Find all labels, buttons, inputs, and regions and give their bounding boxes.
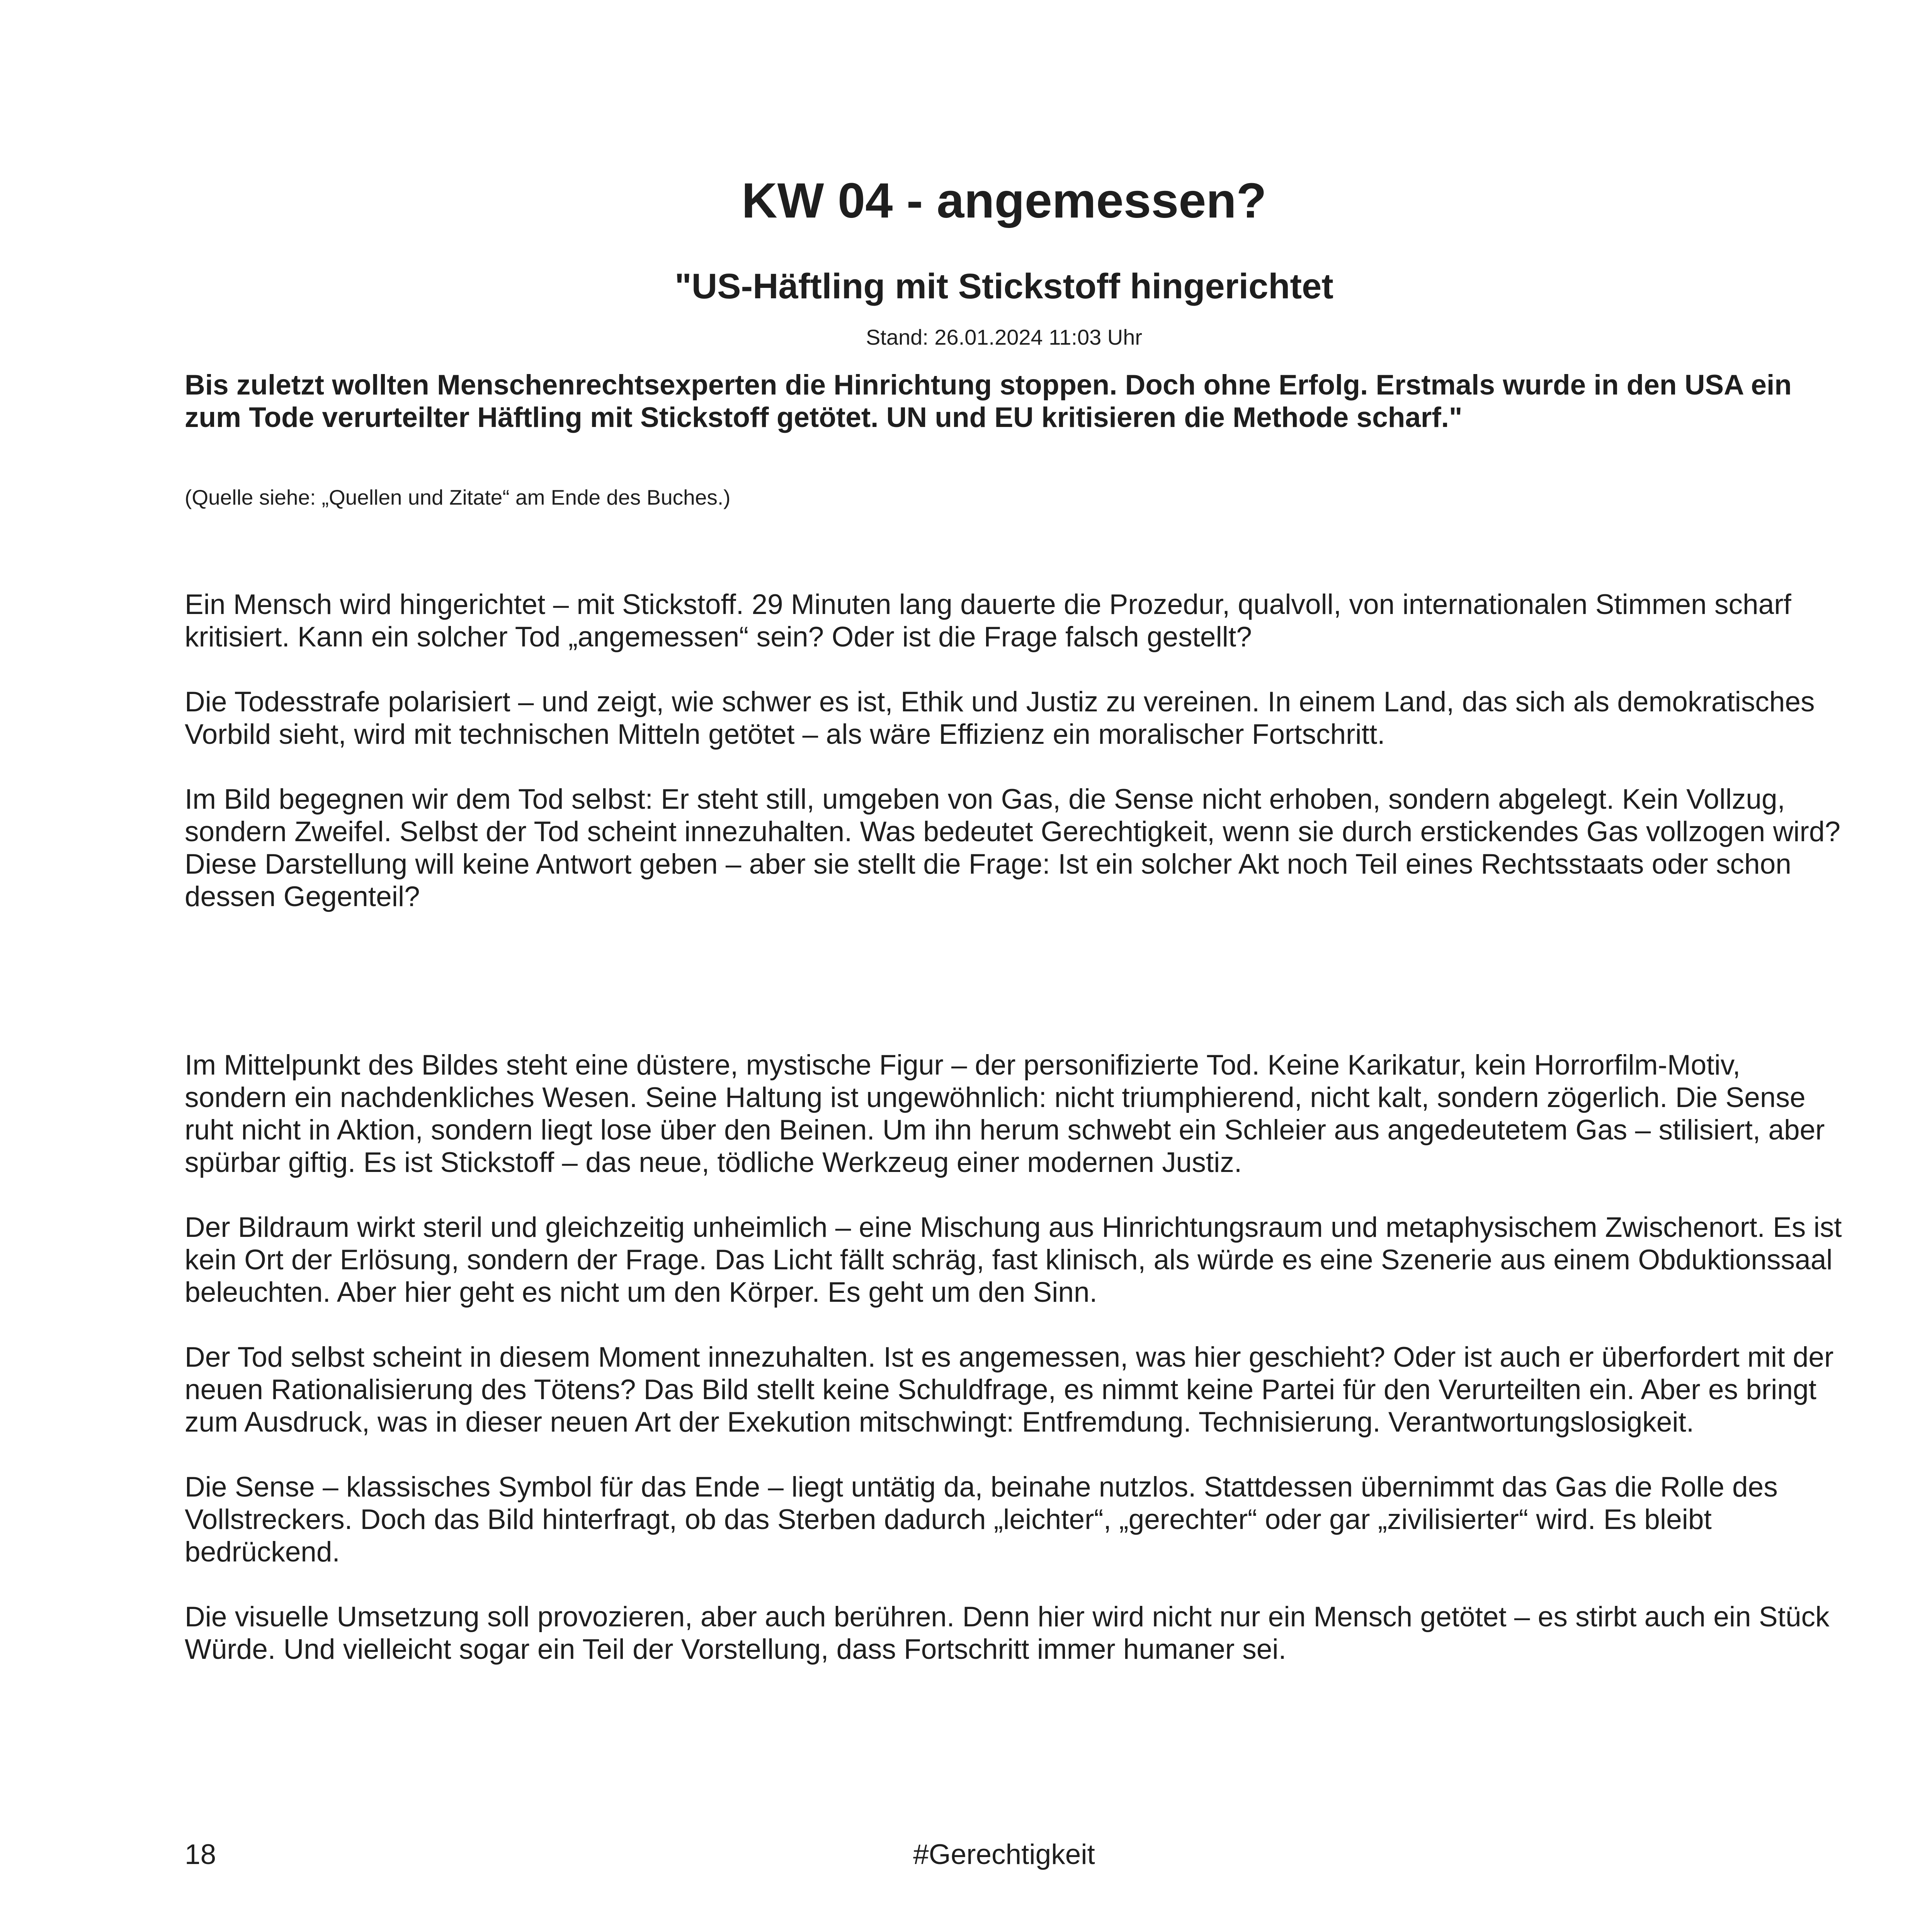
page-number: 18 <box>185 1839 216 1870</box>
paragraph: Im Bild begegnen wir dem Tod selbst: Er steht still, umgeben von Gas, die Sense nicht erhoben, sondern abgelegt. Kein Vollzug, sondern Zweifel. Selbst der Tod scheint innezuhalten. Was bedeutet Gerechtigkeit, wenn sie durch erstickendes Gas vollzogen wird? Diese Darstellung will keine Antwort geben – aber sie stellt die Frage: Ist ein solcher Akt noch Teil eines Rechtsstaats oder schon dessen Gegenteil? <box>185 784 1841 912</box>
article-date: Stand: 26.01.2024 11:03 Uhr <box>866 325 1143 349</box>
paragraph: Im Mittelpunkt des Bildes steht eine düstere, mystische Figur – der personifizierte Tod. Keine Karikatur, kein Horrorfilm-Motiv, sondern ein nachdenkliches Wesen. Seine Haltung ist ungewöhnlich: nicht triumphierend, nicht kalt, sondern zögerlich. Die Sense ruht nicht in Aktion, sondern liegt lose über den Beinen. Um ihn herum schwebt ein Schleier aus angedeutetem Gas – stilisiert, aber spürbar giftig. Es ist Stickstoff – das neue, tödliche Werkzeug einer modernen Justiz. <box>185 1049 1825 1178</box>
page-title: KW 04 - angemessen? <box>742 173 1267 228</box>
article-lead: Bis zuletzt wollten Menschenrechtsexperten die Hinrichtung stoppen. Doch ohne Erfolg. Erstmals wurde in den USA ein zum Tode verurteilter Häftling mit Stickstoff getötet. UN und EU kritisieren die Methode scharf." <box>185 369 1792 433</box>
paragraph: Die Sense – klassisches Symbol für das Ende – liegt untätig da, beinahe nutzlos. Stattdessen übernimmt das Gas die Rolle des Vollstreckers. Doch das Bild hinterfragt, ob das Sterben dadurch „leichter“, „gerechter“ oder gar „zivilisierter“ wird. Es bleibt bedrückend. <box>185 1471 1778 1568</box>
section-image-description <box>185 1049 1846 1698</box>
paragraph: Ein Mensch wird hingerichtet – mit Stickstoff. 29 Minuten lang dauerte die Prozedur, qualvoll, von internationalen Stimmen scharf kritisiert. Kann ein solcher Tod „angemessen“ sein? Oder ist die Frage falsch gestellt? <box>185 589 1791 653</box>
paragraph: Die Todesstrafe polarisiert – und zeigt, wie schwer es ist, Ethik und Justiz zu vereinen. In einem Land, das sich als demokratisches Vorbild sieht, wird mit technischen Mitteln getötet – als wäre Effizienz ein moralischer Fortschritt. <box>185 686 1815 750</box>
paragraph: Die visuelle Umsetzung soll provozieren, aber auch berühren. Denn hier wird nicht nur ein Mensch getötet – es stirbt auch ein Stück Würde. Und vielleicht sogar ein Teil der Vorstellung, dass Fortschritt immer humaner sei. <box>185 1601 1830 1665</box>
source-note: (Quelle siehe: „Quellen und Zitate“ am Ende des Buches.) <box>185 485 731 509</box>
article-headline: "US-Häftling mit Stickstoff hingerichtet <box>675 267 1333 306</box>
paragraph: Der Bildraum wirkt steril und gleichzeitig unheimlich – eine Mischung aus Hinrichtungsraum und metaphysischem Zwischenort. Es ist kein Ort der Erlösung, sondern der Frage. Das Licht fällt schräg, fast klinisch, als würde es eine Szenerie aus einem Obduktionssaal beleuchten. Aber hier geht es nicht um den Körper. Es geht um den Sinn. <box>185 1212 1842 1308</box>
section-intro <box>185 588 1846 946</box>
footer-hashtag: #Gerechtigkeit <box>913 1839 1095 1870</box>
paragraph: Der Tod selbst scheint in diesem Moment innezuhalten. Ist es angemessen, was hier geschieht? Oder ist auch er überfordert mit der neuen Rationalisierung des Tötens? Das Bild stellt keine Schuldfrage, es nimmt keine Partei für den Verurteilten ein. Aber es bringt zum Ausdruck, was in dieser neuen Art der Exekution mitschwingt: Entfremdung. Technisierung. Verantwortungslosigkeit. <box>185 1342 1834 1438</box>
